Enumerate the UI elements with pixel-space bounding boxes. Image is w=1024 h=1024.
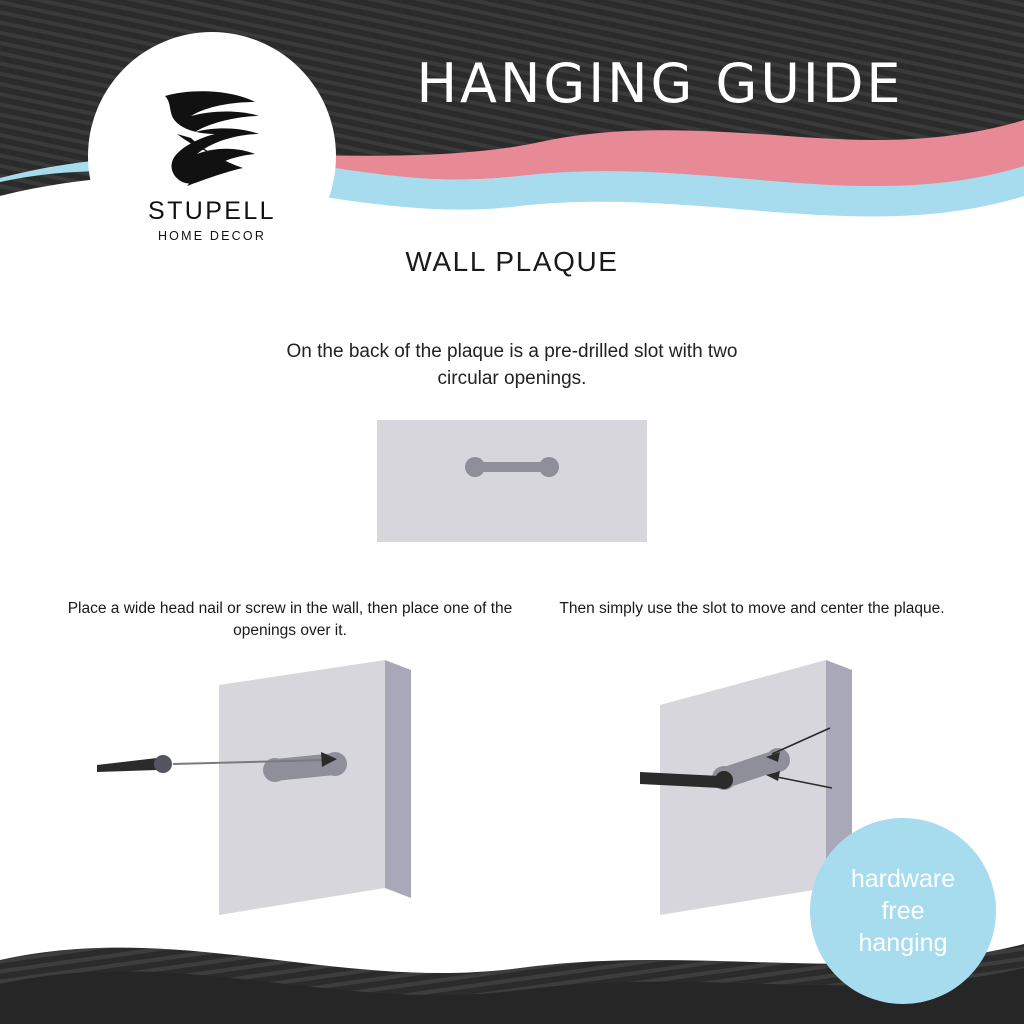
badge-line-1: hardware <box>850 865 956 893</box>
step-2-caption: Then simply use the slot to move and center the plaque. <box>559 600 945 617</box>
intro-text: On the back of the plaque is a pre-drilled slot with two circular openings. <box>286 341 738 389</box>
brand-logo-badge <box>88 32 336 280</box>
swan-logo-icon <box>147 76 277 191</box>
step-1-figure <box>85 660 465 920</box>
page-title: HANGING GUIDE <box>416 52 904 115</box>
logo-subtitle: HOME DECOR <box>157 229 267 243</box>
section-title: WALL PLAQUE <box>405 246 619 277</box>
badge-line-2: free <box>881 897 925 925</box>
step-1-caption: Place a wide head nail or screw in the wall, then place one of the openings over it. <box>67 600 513 639</box>
logo-name: STUPELL <box>148 197 276 225</box>
badge-line-3: hanging <box>858 929 948 957</box>
plaque-back-diagram <box>377 420 647 542</box>
nail-icon <box>97 755 172 773</box>
hardware-free-badge <box>810 818 996 1004</box>
